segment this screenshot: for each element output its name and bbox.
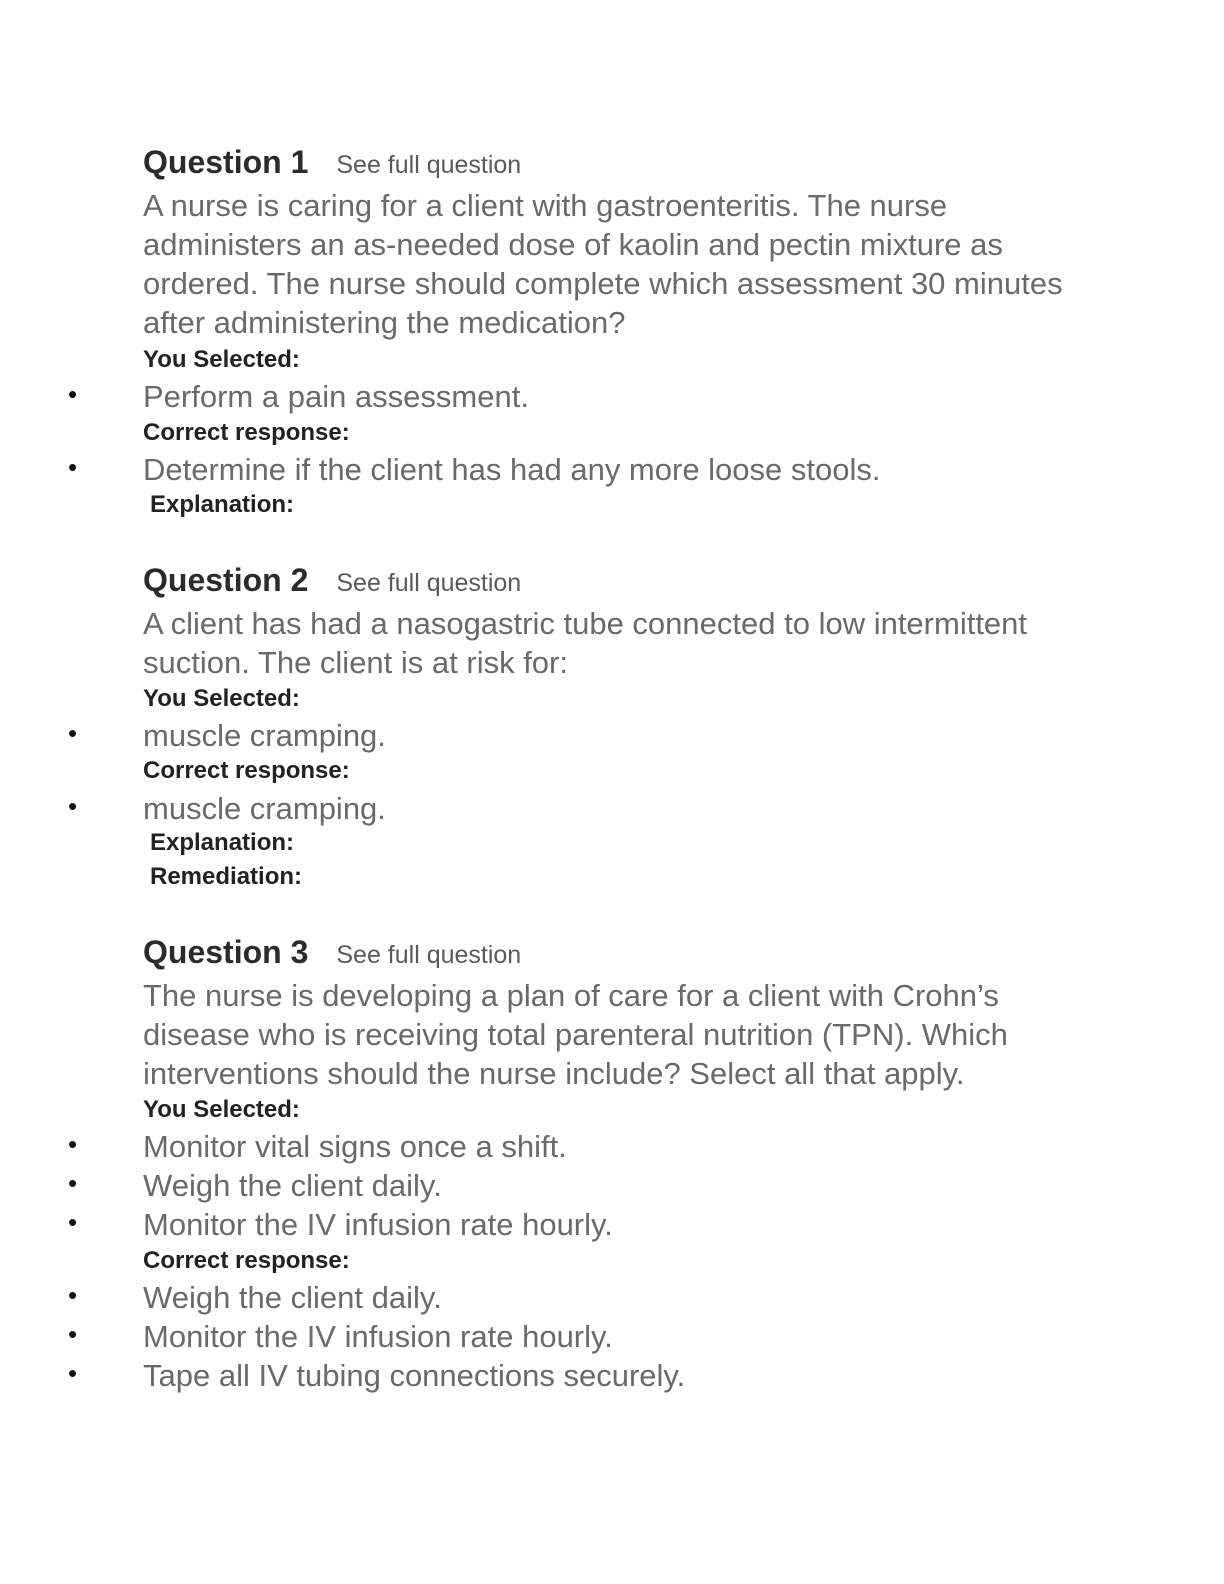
list-item — [0, 1205, 1224, 1244]
selected-answer: Monitor vital signs once a shift. — [143, 1129, 567, 1164]
question-1-text: A nurse is caring for a client with gastroenteritis. The nurse administers an as-needed dose of kaolin and pectin mixture as ordered. The nurse should complete which assessment 30 minutes after administering the medication? — [143, 188, 1063, 340]
explanation-label: Explanation: — [150, 829, 295, 856]
selected-answer: Perform a pain assessment. — [143, 379, 529, 414]
correct-response-label: Correct response: — [143, 1247, 350, 1274]
question-2-header — [143, 562, 521, 599]
question-title: Question 3 — [143, 934, 309, 970]
question-2-text: A client has had a nasogastric tube connected to low intermittent suction. The client is at risk for: — [143, 606, 1028, 680]
bullet-icon: • — [68, 791, 78, 821]
you-selected-label: You Selected: — [143, 346, 300, 373]
question-3-text: The nurse is developing a plan of care for a client with Crohn’s disease who is receiving total parenteral nutrition (TPN). Which interventions should the nurse include? Select all that apply. — [143, 978, 1008, 1091]
selected-answer: Weigh the client daily. — [143, 1168, 442, 1203]
correct-response-label: Correct response: — [143, 757, 350, 784]
question-title: Question 2 — [143, 562, 309, 598]
correct-answer: Tape all IV tubing connections securely. — [143, 1358, 686, 1393]
list-item — [0, 1317, 1224, 1356]
list-item — [0, 1356, 1224, 1395]
bullet-icon: • — [68, 1168, 78, 1198]
bullet-icon: • — [68, 718, 78, 748]
bullet-icon: • — [68, 1358, 78, 1388]
see-full-question-link[interactable]: See full question — [336, 941, 522, 969]
correct-answer: muscle cramping. — [143, 791, 386, 826]
list-item — [0, 377, 1224, 416]
question-3-header — [143, 934, 521, 971]
explanation-label: Explanation: — [150, 491, 295, 518]
correct-answer: Monitor the IV infusion rate hourly. — [143, 1319, 613, 1354]
list-item — [0, 1127, 1224, 1166]
bullet-icon: • — [68, 1129, 78, 1159]
see-full-question-link[interactable]: See full question — [336, 569, 522, 597]
selected-answer: Monitor the IV infusion rate hourly. — [143, 1207, 613, 1242]
list-item — [0, 450, 1224, 489]
bullet-icon: • — [68, 452, 78, 482]
list-item — [0, 1166, 1224, 1205]
bullet-icon: • — [68, 379, 78, 409]
question-title: Question 1 — [143, 144, 309, 180]
bullet-icon: • — [68, 1319, 78, 1349]
selected-answer: muscle cramping. — [143, 718, 386, 753]
correct-answer: Weigh the client daily. — [143, 1280, 442, 1315]
question-1-header — [143, 144, 521, 181]
bullet-icon: • — [68, 1207, 78, 1237]
see-full-question-link[interactable]: See full question — [336, 151, 522, 179]
correct-response-label: Correct response: — [143, 419, 350, 446]
list-item — [0, 716, 1224, 755]
you-selected-label: You Selected: — [143, 685, 300, 712]
bullet-icon: • — [68, 1280, 78, 1310]
correct-answer: Determine if the client has had any more loose stools. — [143, 452, 881, 487]
you-selected-label: You Selected: — [143, 1096, 300, 1123]
list-item — [0, 1278, 1224, 1317]
remediation-label: Remediation: — [150, 863, 303, 890]
list-item — [0, 789, 1224, 828]
